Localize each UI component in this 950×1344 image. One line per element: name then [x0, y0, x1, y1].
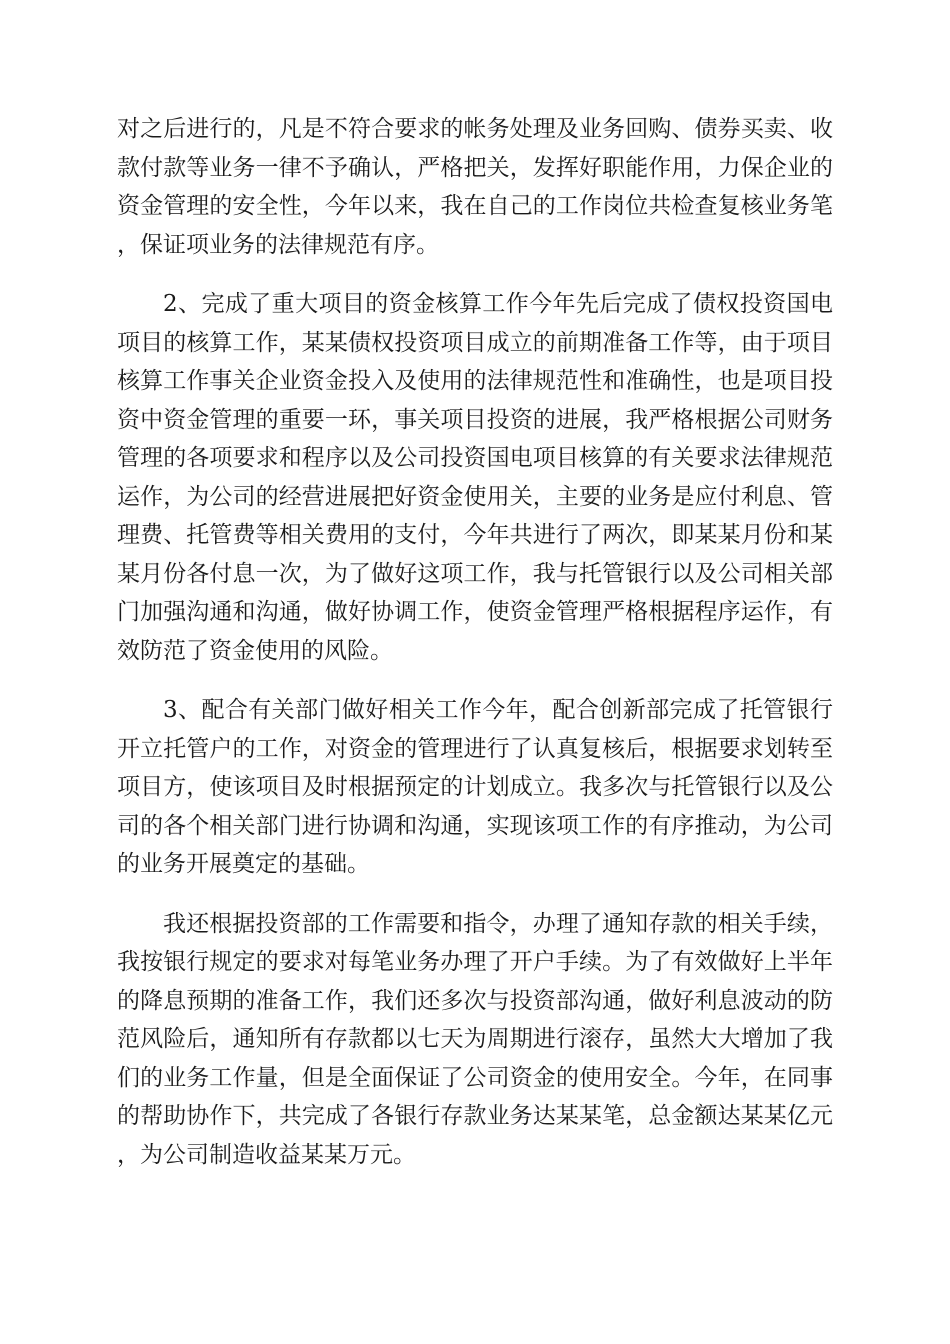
paragraph-2: 2、完成了重大项目的资金核算工作今年先后完成了债权投资国电项目的核算工作，某某债权投资项目成立的前期准备工作等，由于项目核算工作事关企业资金投入及使用的法律规范性和准确性，也是项目投资中资金管理的重要一环，事关项目投资的进展，我严格根据公司财务管理的各项要求和程序以及公司投资国电项目核算的有关要求法律规范运作，为公司的经营进展把好资金使用关，主要的业务是应付利息、管理费、托管费等相关费用的支付，今年共进行了两次，即某某月份和某某月份各付息一次，为了做好这项工作，我与托管银行以及公司相关部门加强沟通和沟通，做好协调工作，使资金管理严格根据程序运作，有效防范了资金使用的风险。	[117, 291, 833, 664]
document-body	[117, 110, 833, 1195]
paragraph-4: 我还根据投资部的工作需要和指令，办理了通知存款的相关手续，我按银行规定的要求对每笔业务办理了开户手续。为了有效做好上半年的降息预期的准备工作，我们还多次与投资部沟通，做好利息波动的防范风险后，通知所有存款都以七天为周期进行滚存，虽然大大增加了我们的业务工作量，但是全面保证了公司资金的使用安全。今年，在同事的帮助协作下，共完成了各银行存款业务达某某笔，总金额达某某亿元，为公司制造收益某某万元。	[117, 910, 833, 1168]
paragraph-1: 对之后进行的，凡是不符合要求的帐务处理及业务回购、债券买卖、收款付款等业务一律不予确认，严格把关，发挥好职能作用，力保企业的资金管理的安全性，今年以来，我在自己的工作岗位共检查复核业务笔，保证项业务的法律规范有序。	[117, 116, 833, 258]
paragraph-3: 3、配合有关部门做好相关工作今年，配合创新部完成了托管银行开立托管户的工作，对资金的管理进行了认真复核后，根据要求划转至项目方，使该项目及时根据预定的计划成立。我多次与托管银行以及公司的各个相关部门进行协调和沟通，实现该项工作的有序推动，为公司的业务开展奠定的基础。	[117, 697, 833, 877]
